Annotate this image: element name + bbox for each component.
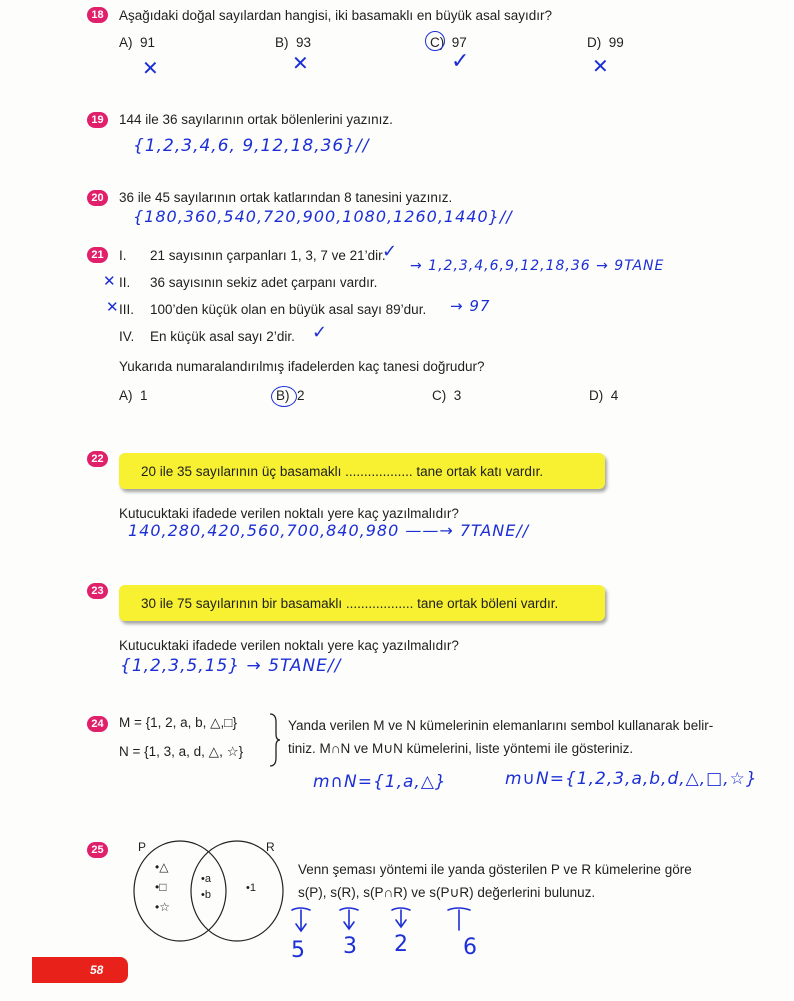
option-letter: D) (589, 388, 604, 403)
venn-label-p: P (138, 840, 147, 854)
statement-text: 36 sayısının sekiz adet çarpanı vardır. (150, 275, 378, 290)
box-text: 30 ile 75 sayılarının bir basamaklı .................. tane ortak böleni vardır. (141, 595, 559, 611)
handwritten-cross-mark: ✕ (292, 51, 310, 75)
venn-element: •△ (155, 860, 169, 874)
option-d (589, 388, 618, 403)
question-number-badge: 22 (87, 451, 108, 467)
question-20-text: 36 ile 45 sayılarının ortak katlarından 8 tanesini yazınız. (119, 190, 453, 205)
handwritten-cross-mark: ✕ (592, 54, 610, 78)
handwritten-answer: {1,2,3,4,6, 9,12,18,36}// (133, 136, 370, 156)
handwritten-answer: 2 (394, 932, 409, 957)
option-d (587, 35, 624, 50)
venn-element: •a (201, 873, 211, 885)
question-number-badge: 25 (87, 842, 108, 858)
handwritten-cross-mark: ✕ (106, 298, 120, 316)
option-letter: C) (432, 388, 447, 403)
question-number-badge: 19 (87, 112, 108, 128)
handwritten-cross-mark: ✕ (142, 56, 160, 80)
venn-element: •b (201, 889, 211, 901)
handwritten-answer-union: m∪N={1,2,3,a,b,d,△,□,☆} (505, 769, 758, 789)
question-number-badge: 21 (87, 247, 108, 263)
statement-text: 100’den küçük olan en büyük asal sayı 89’dur. (150, 302, 427, 317)
venn-label-r: R (266, 840, 275, 854)
question-24-text-line1: Yanda verilen M ve N kümelerinin elemanlarını sembol kullanarak belir- (288, 718, 714, 733)
option-value: 93 (296, 35, 312, 50)
right-brace-icon (268, 712, 282, 768)
fill-in-box (119, 453, 605, 489)
question-21-text: Yukarıda numaralandırılmış ifadelerden kaç tanesi doğrudur? (119, 359, 485, 374)
question-number-badge: 20 (87, 190, 108, 206)
option-letter: A) (119, 388, 133, 403)
statement-text: En küçük asal sayı 2’dir. (150, 329, 295, 344)
option-value: 1 (140, 388, 148, 403)
option-letter: B) (275, 35, 289, 50)
option-value: 3 (453, 388, 462, 403)
handwritten-answer: 6 (463, 935, 478, 960)
statement-roman: III. (119, 302, 135, 317)
statement-roman: IV. (119, 329, 135, 344)
option-value: 4 (610, 388, 619, 403)
venn-element: •□ (155, 880, 167, 894)
fill-in-box (119, 585, 605, 621)
handwritten-check-mark: ✓ (382, 241, 399, 262)
option-b (275, 35, 311, 50)
question-number-badge: 24 (87, 716, 108, 732)
question-19-text: 144 ile 36 sayılarının ortak bölenlerini yazınız. (119, 112, 393, 127)
question-number-badge: 18 (87, 7, 108, 23)
option-value: 2 (297, 388, 305, 403)
answer-circle (271, 386, 297, 407)
statement-roman: II. (119, 275, 131, 290)
venn-element: •☆ (155, 900, 170, 914)
question-24-text-line2: tiniz. M∩N ve M∪N kümelerini, liste yöntemi ile gösteriniz. (288, 741, 634, 756)
set-p-ellipse (134, 841, 226, 941)
page-number-tab (32, 957, 128, 983)
handwritten-cross-mark: ✕ (103, 272, 117, 290)
handwritten-answer: 140,280,420,560,700,840,980 ——→ 7TANE// (128, 521, 530, 540)
handwritten-answer-intersection: m∩N={1,a,△} (313, 772, 447, 792)
question-25-text-line1: Venn şeması yöntemi ile yanda gösterilen P ve R kümelerine göre (298, 862, 692, 877)
page-number: 58 (90, 963, 104, 977)
question-23-text: Kutucuktaki ifadede verilen noktalı yere kaç yazılmalıdır? (119, 638, 459, 653)
option-letter: D) (587, 35, 602, 50)
question-number-badge: 23 (87, 583, 108, 599)
answer-circle (425, 31, 445, 51)
question-18-text: Aşağıdaki doğal sayılardan hangisi, iki basamaklı en büyük asal sayıdır? (119, 8, 552, 23)
option-value: 97 (451, 35, 467, 50)
handwritten-note: → 97 (450, 297, 491, 315)
box-text: 20 ile 35 sayılarının üç basamaklı .................. tane ortak katı vardır. (141, 463, 544, 479)
option-letter: A) (119, 35, 133, 50)
set-n-definition: N = {1, 3, a, d, △, ☆} (119, 744, 244, 759)
option-c (432, 388, 461, 403)
set-m-definition: M = {1, 2, a, b, △,□} (119, 715, 237, 730)
handwritten-answer: 5 (291, 938, 306, 963)
option-a (119, 35, 155, 50)
option-value: 91 (140, 35, 156, 50)
option-letter: C) (430, 35, 445, 50)
handwritten-answer: {180,360,540,720,900,1080,1260,1440}// (133, 207, 513, 226)
statement-text: 21 sayısının çarpanları 1, 3, 7 ve 21’dir. (150, 248, 386, 263)
statement-roman: I. (119, 248, 127, 263)
venn-element: •1 (246, 882, 256, 894)
handwritten-note: → 1,2,3,4,6,9,12,18,36 → 9TANE (410, 258, 665, 274)
handwritten-check-mark: ✓ (451, 49, 471, 74)
option-a (119, 388, 148, 403)
question-22-text: Kutucuktaki ifadede verilen noktalı yere kaç yazılmalıdır? (119, 506, 459, 521)
handwritten-answer: 3 (343, 934, 358, 959)
handwritten-check-mark: ✓ (312, 322, 329, 343)
handwritten-answer: {1,2,3,5,15} → 5TANE// (120, 656, 342, 676)
question-25-text-line2: s(P), s(R), s(P∩R) ve s(P∪R) değerlerini bulunuz. (298, 885, 596, 900)
option-letter: B) (276, 388, 290, 403)
option-value: 99 (608, 35, 624, 50)
handwritten-arrows (288, 904, 488, 938)
